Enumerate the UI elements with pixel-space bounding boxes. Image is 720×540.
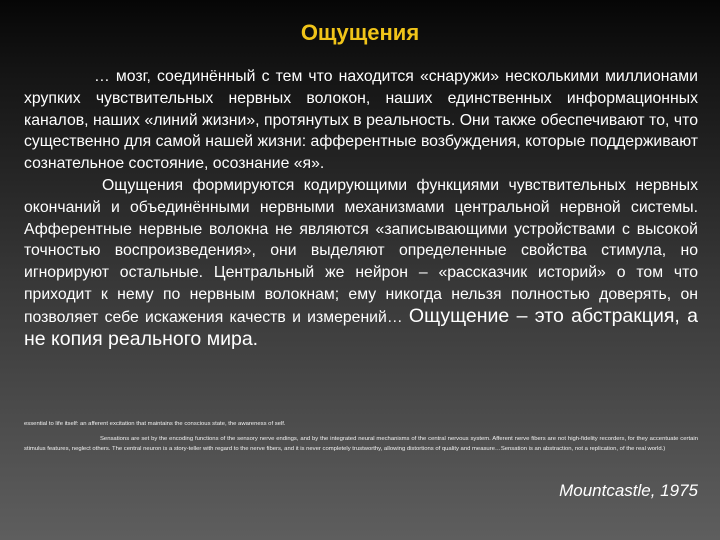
paragraph-1: … мозг, соединённый с тем что находится «снаружи» несколькими миллионами хрупких чувствительных нервных волокон, наших единственных информационных каналов, наших «линий жизни», протянутых в реальность. Они также обеспечивают то, что существенно для самой нашей жизни: афферентные возбуждения, которые поддерживают сознательное состояние, осознание «я». xyxy=(24,68,698,173)
english-original-text xyxy=(24,420,698,454)
paragraph-2 xyxy=(24,175,698,351)
paragraph-2-text: Ощущения формируются кодирующими функциями чувствительных нервных окончаний и объединёнными нервными механизмами центральной нервной системы. Афферентные нервные волокна не являются «записывающими устройствами с высокой точностью воспроизведения», они выделяют определенные свойства стимула, но игнорируют остальные. Центральный же нейрон – «рассказчик историй» о том что приходит к нему по нервным волокнам; ему никогда нельзя полностью доверять, он позволяет себе искажения качеств и измерений… xyxy=(24,176,698,326)
english-line-1: essential to life itself: an afferent excitation that maintains the conscious state, the awareness of self. xyxy=(24,421,286,427)
slide-body xyxy=(24,66,698,351)
citation-author: Mountcastle, 1975 xyxy=(559,481,698,500)
slide-title: Ощущения xyxy=(300,20,420,45)
english-paragraph: Sensations are set by the encoding functions of the sensory nerve endings, and by the integrated neural mechanisms of the central nervous system. Afferent nerve fibers are not high-fidelity recorders, for they accentuate certain stimulus features, neglect others. The central neuron is a story-teller with regard to the nerve fibers, and it is never completely trustworthy, allowing distortions of quality and measure…Sensation is an abstraction, not a replication, of the real world.) xyxy=(24,435,698,452)
emphasis-statement: Ощущение – это абстракция, а не копия реального мира. xyxy=(24,304,698,350)
